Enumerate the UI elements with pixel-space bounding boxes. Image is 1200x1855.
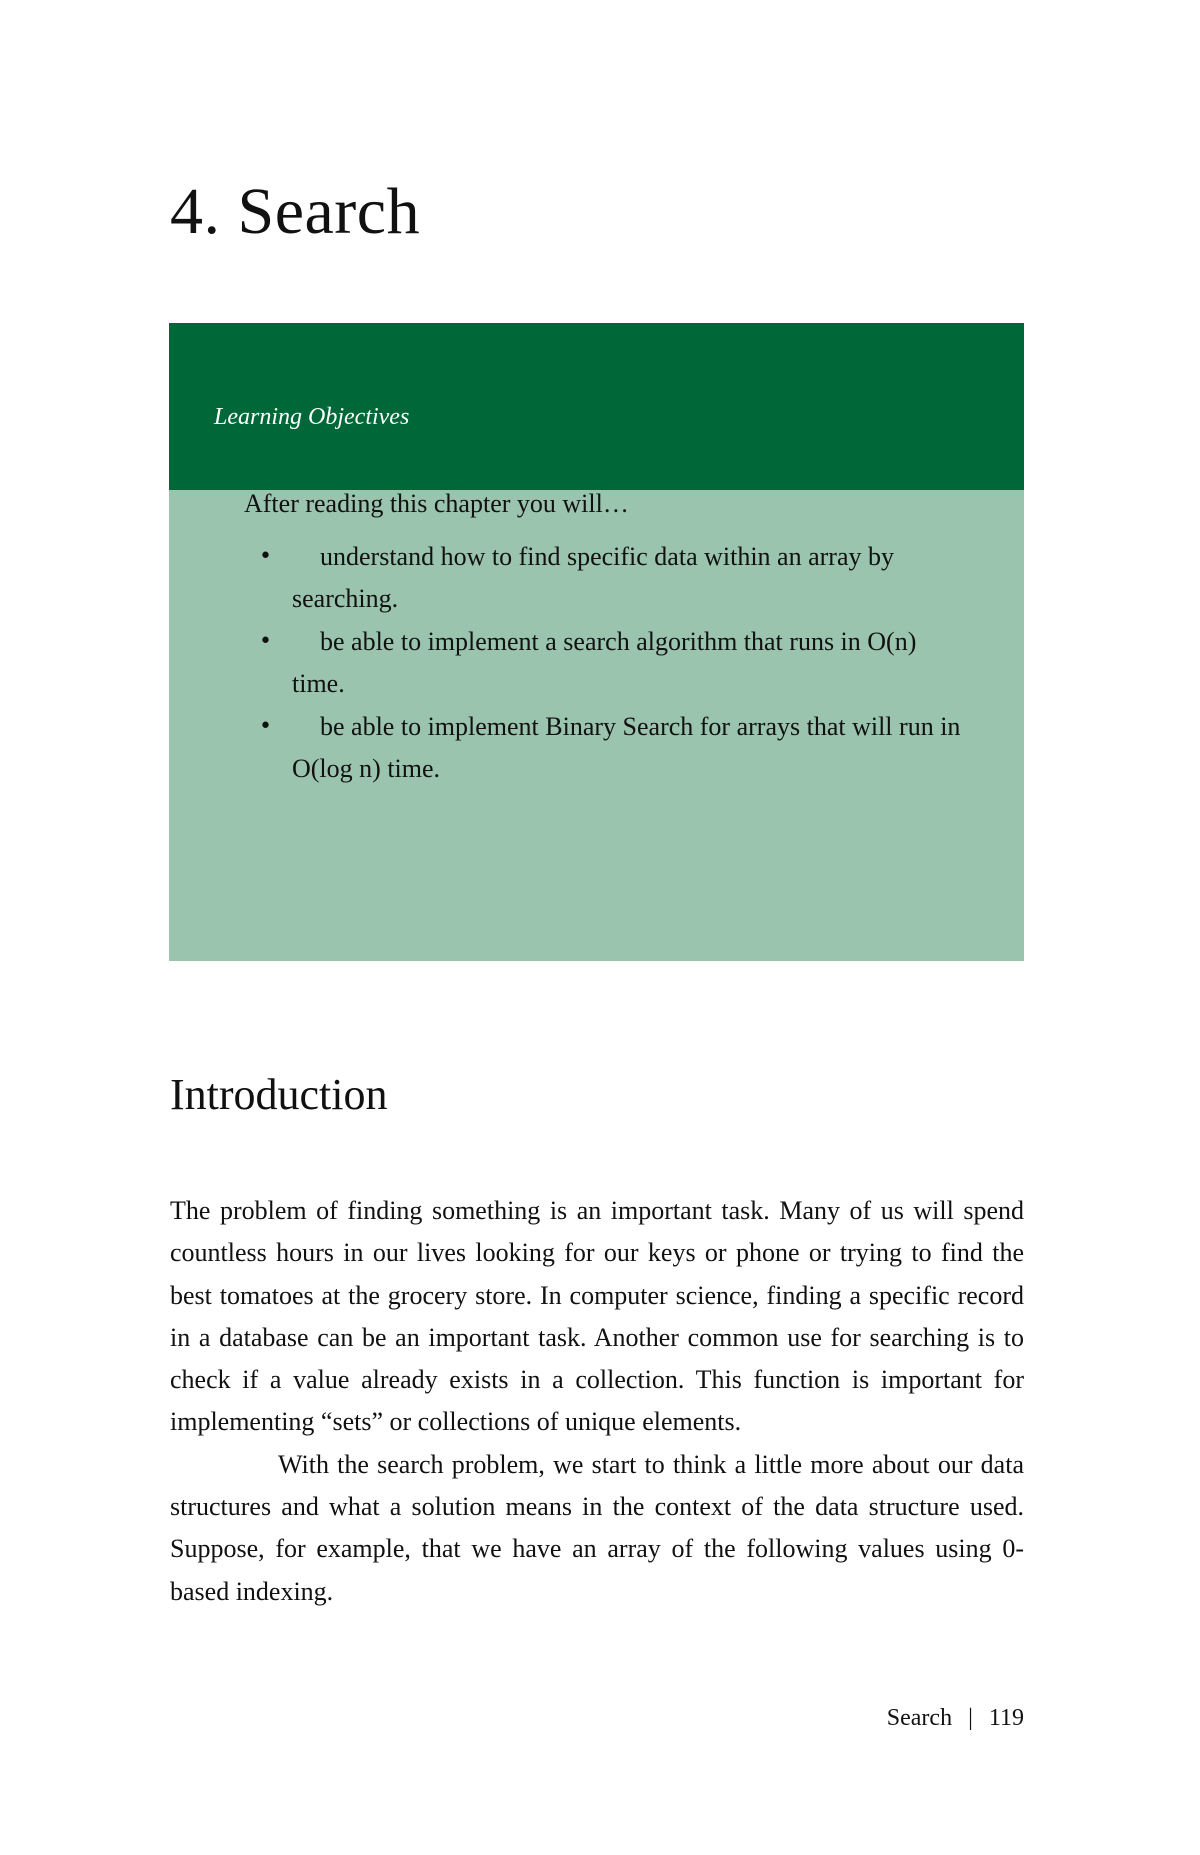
introduction-heading: Introduction	[170, 1070, 388, 1119]
learning-objective-text: be able to implement a search algorithm that runs in O(n) time.	[292, 627, 917, 698]
learning-objectives-title: Learning Objectives	[214, 404, 410, 430]
introduction-body	[170, 1190, 1024, 1613]
learning-objective-text: be able to implement Binary Search for arrays that will run in O(log n) time.	[292, 712, 961, 783]
bullet-icon: •	[259, 714, 272, 739]
footer-section-name: Search	[886, 1705, 953, 1731]
learning-objectives-list	[169, 323, 1024, 961]
bullet-icon: •	[259, 544, 272, 569]
footer-separator: |	[968, 1705, 973, 1731]
bullet-icon: •	[259, 629, 272, 654]
learning-objectives-box	[169, 323, 1024, 961]
learning-objectives-intro: After reading this chapter you will…	[244, 489, 629, 518]
introduction-paragraph: With the search problem, we start to think a little more about our data structures and what a solution means in the context of the data structure used. Suppose, for example, that we have an array of the following values using 0-based indexing.	[170, 1449, 1024, 1606]
page-number: 119	[988, 1705, 1024, 1731]
introduction-paragraph: The problem of finding something is an important task. Many of us will spend countless hours in our lives looking for our keys or phone or trying to find the best tomatoes at the grocery store. In computer science, finding a specific record in a database can be an important task. Another common use for searching is to check if a value already exists in a collection. This function is important for implementing “sets” or collections of unique elements.	[170, 1196, 1024, 1437]
chapter-title: 4. Search	[170, 175, 421, 248]
learning-objective-text: understand how to find specific data within an array by searching.	[292, 542, 894, 613]
page-footer	[887, 1703, 1024, 1733]
